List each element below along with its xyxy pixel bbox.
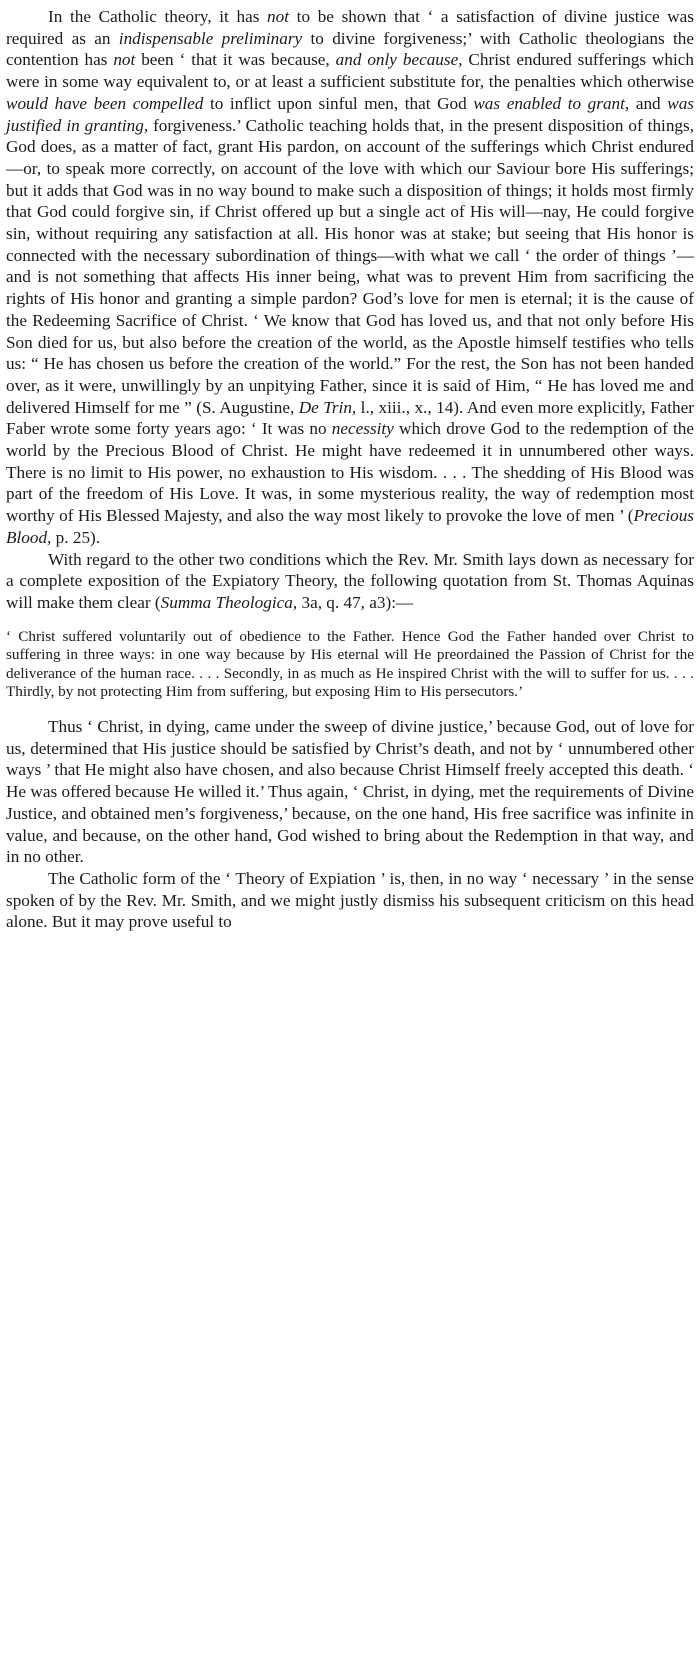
paragraph-other-conditions — [6, 549, 694, 614]
text-run: ‘ Christ suffered voluntarily out of obedience to the Father. Hence God the Father handed over Christ to suffering in three ways: in one way because by His eternal will He preordained the Passion of Christ for the deliverance of the human race. . . . Secondly, in as much as He inspired Christ with the will to suffer for us. . . . Thirdly, by not protecting Him from suffering, but exposing Him to His persecutors.’ — [6, 627, 694, 701]
italic-text: not — [267, 7, 290, 26]
text-run: p. 25). — [51, 527, 101, 547]
block-quote-aquinas — [6, 628, 694, 702]
italic-text: not — [113, 50, 136, 70]
italic-text: necessity — [331, 419, 394, 439]
text-run: The Catholic form of the ‘ Theory of Expiation ’ is, then, in no way ‘ necessary ’ in the sense spoken of by the Rev. Mr. Smith, and we might justly dismiss his subsequent criticism on this head alone. But it may prove useful to — [6, 868, 694, 932]
text-run: to divine forgiveness;’ with Catholic theologians the contention has — [6, 28, 694, 70]
text-run: been ‘ that it was because, — [135, 50, 336, 70]
italic-text: was enabled to grant, — [473, 93, 630, 113]
italic-text: De Trin, — [298, 397, 357, 417]
text-run: In the Catholic theory, it has — [48, 7, 268, 26]
italic-text: was justified in granting, — [6, 93, 694, 135]
paragraph-expiation-conclusion — [6, 868, 694, 933]
text-run: 3a, q. 47, a3):— — [297, 592, 414, 612]
text-run: Thus ‘ Christ, in dying, came under the sweep of divine justice,’ because God, out of love for us, determined that His justice should be satisfied by Christ’s death, and not by ‘ unnumbered other ways ’ that He might also have chosen, and also because Christ Himself freely accepted this death. ‘ He was offered because He willed it.’ Thus again, ‘ Christ, in dying, met the requirements of Divine Justice, and obtained men’s forgiveness,’ because, on the one hand, His free sacrifice was infinite in value, and because, on the other hand, God wished to bring about the Redemption in that way, and in no other. — [6, 717, 694, 867]
text-run: forgiveness.’ Catholic teaching holds that, in the present disposition of things, God does, as a matter of fact, grant His pardon, on account of the sufferings which Christ endured—or, to speak more correctly, on account of the love with which our Saviour bore His sufferings; but it adds that God was in no way bound to make such a disposition of things; it holds most firmly that God could forgive sin, if Christ offered up but a single act of His will—nay, He could forgive sin, without requiring any satisfaction at all. His honor was at stake; but seeing that His honor is connected with the necessary subordination of things—with what we call ‘ the order of things ’—and is not something that affects His inner being, what was to prevent Him from sacrificing the rights of His honor and granting a simple pardon? God’s love for men is eternal; it is the cause of the Redeeming Sacrifice of Christ. ‘ We know that God has loved us, and that not only before His Son died for us, but also before the creation of the world, as the Apostle himself testifies who tells us: “ He has chosen us before the creation of the world.” For the rest, the Son has not been handed over, as it were, unwillingly by an unpitying Father, since it is said of Him, “ He has loved me and delivered Himself for me ” (S. Augustine, — [6, 115, 694, 417]
text-run: to inflict upon sinful men, that God — [203, 93, 474, 113]
italic-text: Summa Theologica, — [160, 592, 298, 612]
text-run: With regard to the other two conditions which the Rev. Mr. Smith lays down as necessary for a complete exposition of the Expiatory Theory, the following quotation from St. Thomas Aquinas will make them clear ( — [6, 549, 694, 612]
italic-text: Precious Blood, — [6, 506, 694, 547]
text-run: Christ endured sufferings which were in some way equivalent to, or at least a sufficient substitute for, the penalties which otherwise — [6, 50, 694, 92]
italic-text: would have been compelled — [6, 93, 204, 113]
text-run: l., xiii., x., 14). And even more explicitly, Father Faber wrote some forty years ago: ‘ It was no — [6, 397, 694, 439]
italic-text: indispensable preliminary — [118, 28, 303, 48]
paragraph-catholic-theory — [6, 6, 694, 549]
text-run: and — [629, 93, 668, 113]
italic-text: and only because, — [335, 50, 463, 70]
paragraph-divine-justice — [6, 716, 694, 868]
text-run: which drove God to the redemption of the world by the Precious Blood of Christ. He might have redeemed it in unnumbered other ways. There is no limit to His power, no exhaustion to His wisdom. . . . The shedding of His Blood was part of the freedom of His Love. It was, in some mysterious reality, the way of redemption most worthy of His Blessed Majesty, and also the way most likely to provoke the love of men ’ ( — [6, 419, 695, 526]
text-run: to be shown that ‘ a satisfaction of divine justice was required as an — [6, 7, 694, 48]
